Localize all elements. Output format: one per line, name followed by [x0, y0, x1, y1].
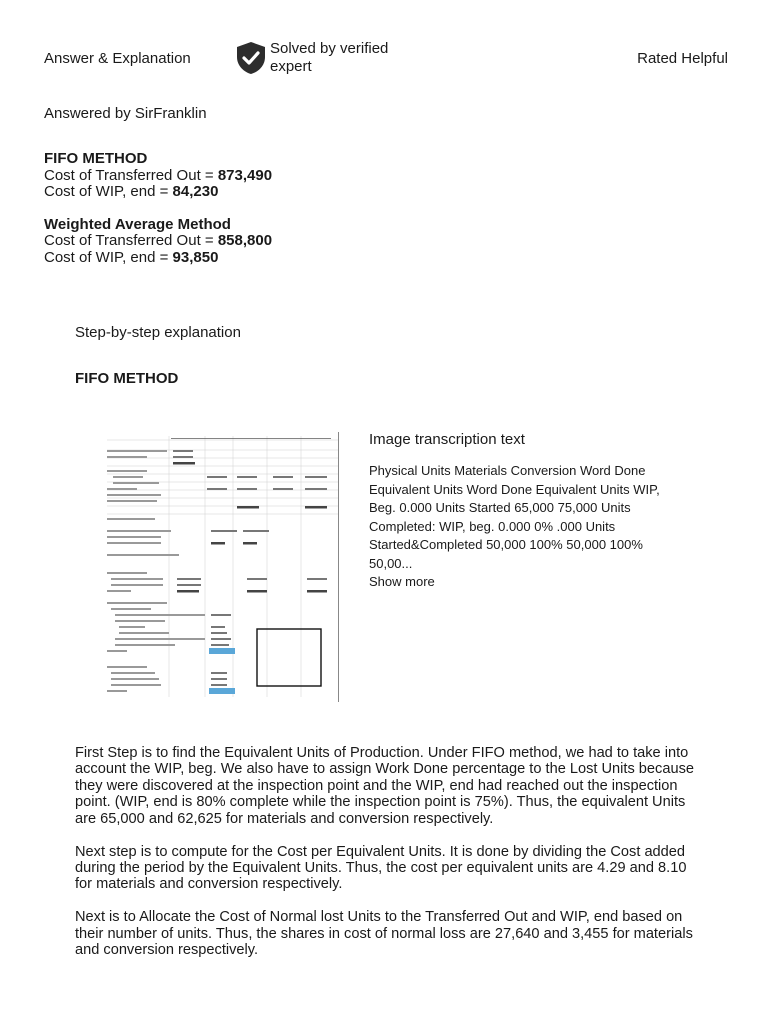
image-transcription [369, 431, 689, 591]
spreadsheet-image[interactable] [107, 432, 339, 702]
explanation-paragraph: Next step is to compute for the Cost per Equivalent Units. It is done by dividing the Cost added during the period by the Equivalent Units. Thus, the cost per equivalent units are 4.29 and 8.10 for materials and conversion respectively. [75, 843, 687, 893]
badge-line-2: expert [270, 58, 312, 75]
transcription-title: Image transcription text [369, 431, 525, 448]
transcription-body: Physical Units Materials Conversion Word Done Equivalent Units Word Done Equivalent Units WIP, Beg. 0.000 Units Started 65,000 75,000 Units Completed: WIP, beg. 0.000 0% .000 Units Started&Completed 50,000 100% 50,000 100% 50,00... [369, 463, 660, 571]
spreadsheet-thumbnail [107, 432, 339, 702]
explanation-text [75, 745, 705, 975]
wa-wip-label: Cost of WIP, end = [44, 248, 173, 266]
rated-helpful-label: Rated Helpful [637, 50, 728, 67]
fifo-transferred-value: 873,490 [217, 166, 273, 184]
fifo-heading: FIFO METHOD [44, 150, 148, 167]
wa-heading: Weighted Average Method [44, 215, 231, 233]
wa-wip-line [44, 250, 272, 267]
wa-wip-value: 93,850 [172, 248, 219, 266]
fifo-transferred-label: Cost of Transferred Out = [44, 166, 218, 184]
answer-summary [44, 151, 272, 266]
explanation-paragraph: Next is to Allocate the Cost of Normal lost Units to the Transferred Out and WIP, end based on their number of units. Thus, the shares in cost of normal loss are 27,640 and 3,455 for materials and conversion respectively. [75, 909, 693, 959]
fifo-wip-line [44, 184, 272, 201]
fifo-wip-value: 84,230 [172, 183, 219, 200]
wa-transferred-line [44, 233, 272, 250]
answered-by: Answered by SirFranklin [44, 105, 207, 122]
step-by-step-title: Step-by-step explanation [75, 324, 241, 341]
fifo-section-title: FIFO METHOD [75, 370, 179, 387]
wa-transferred-label: Cost of Transferred Out = [44, 232, 218, 249]
badge-line-1: Solved by verified [270, 40, 389, 57]
verified-badge [234, 40, 400, 76]
answer-header [44, 40, 728, 80]
answer-explanation-label: Answer & Explanation [44, 50, 191, 67]
shield-check-icon [234, 40, 268, 76]
explanation-paragraph: First Step is to find the Equivalent Units of Production. Under FIFO method, we had to take into account the WIP, beg. We also have to assign Work Done percentage to the Lost Units because they were discovered at the inspection point and the WIP, end had reached out the inspection point. (WIP, end is 80% complete while the inspection point is 75%). Thus, the equivalent Units are 65,000 and 62,625 for materials and conversion respectively. [75, 745, 694, 827]
show-more-link[interactable]: Show more [369, 574, 435, 589]
wa-transferred-value: 858,800 [217, 232, 273, 249]
fifo-wip-label: Cost of WIP, end = [44, 183, 173, 200]
fifo-transferred-line [44, 168, 272, 185]
